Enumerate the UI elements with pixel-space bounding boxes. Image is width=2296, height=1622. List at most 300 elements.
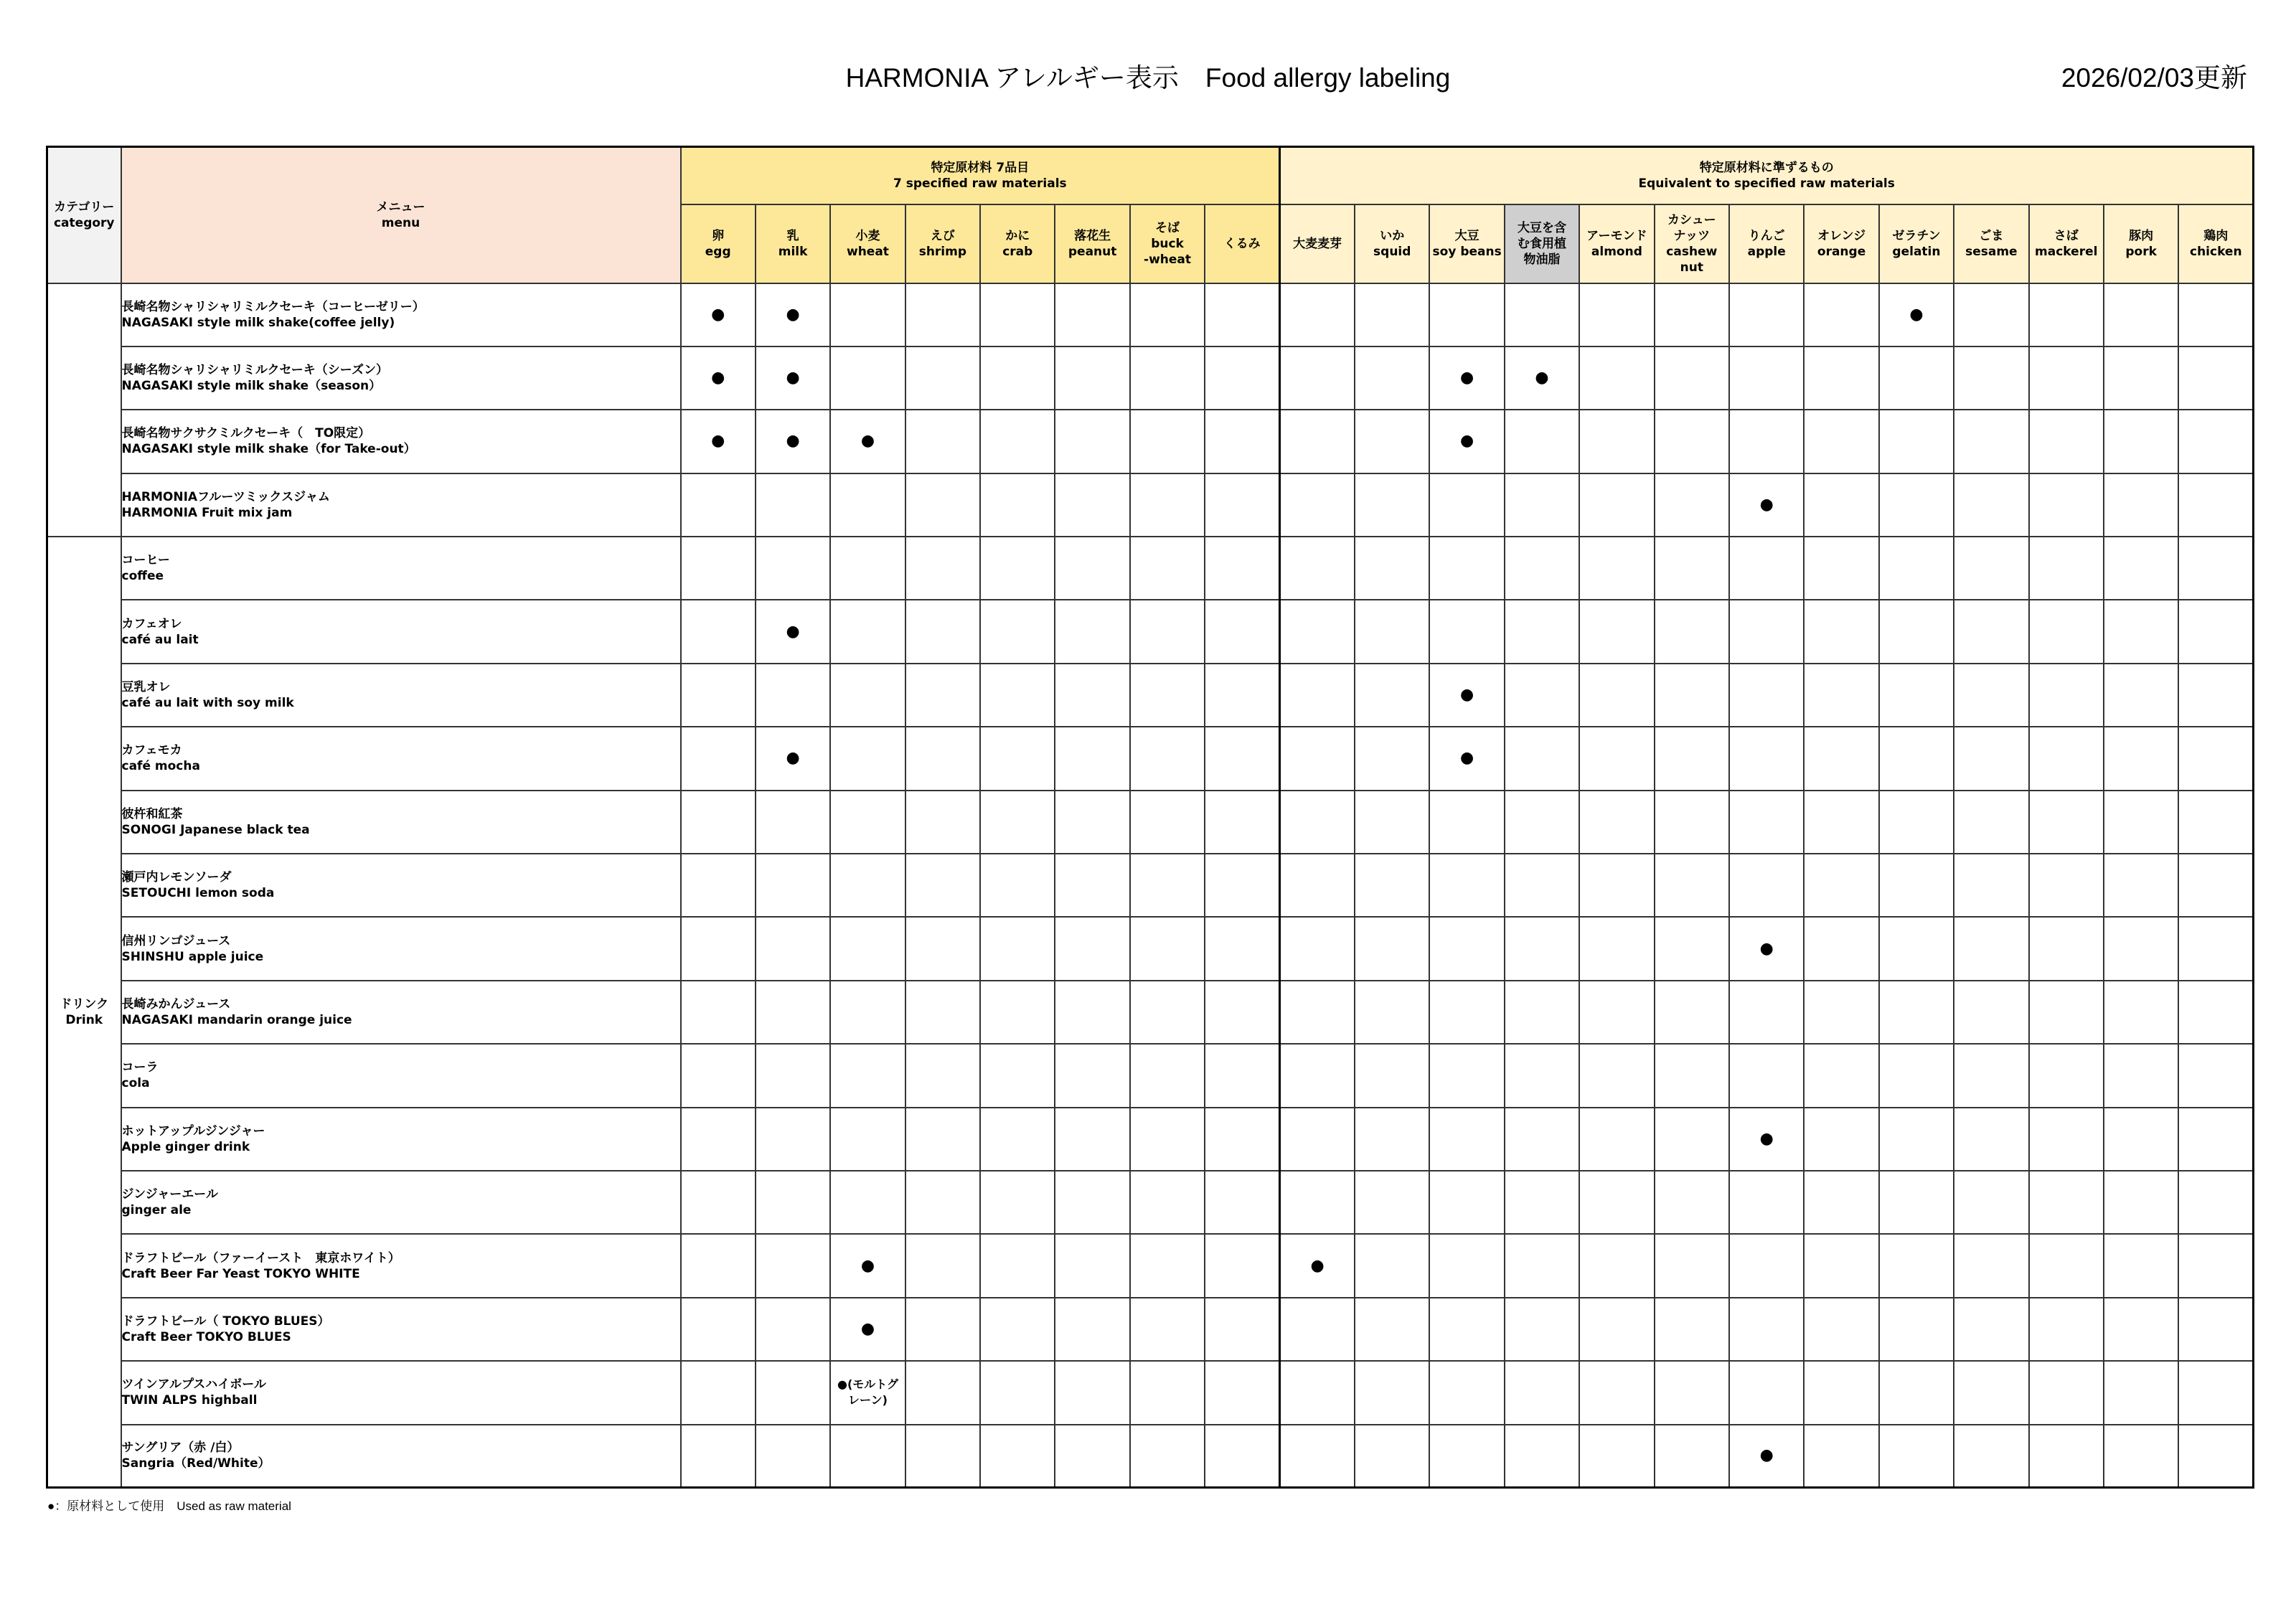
allergen-mark bbox=[1579, 917, 1654, 980]
allergen-mark bbox=[1205, 473, 1279, 537]
allergen-mark bbox=[1579, 981, 1654, 1044]
allergen-mark bbox=[1355, 791, 1429, 854]
allergen-mark bbox=[1804, 1044, 1878, 1107]
allergen-mark bbox=[1655, 727, 1729, 790]
allergen-mark bbox=[1055, 1298, 1129, 1361]
allergen-mark bbox=[1579, 791, 1654, 854]
table-row bbox=[47, 600, 2254, 663]
allergen-mark bbox=[1055, 346, 1129, 410]
menu-item-en: café au lait bbox=[121, 632, 199, 647]
allergen-mark bbox=[1655, 1171, 1729, 1234]
table-row bbox=[47, 473, 2254, 537]
allergen-mark bbox=[980, 1171, 1055, 1234]
allergen-mark bbox=[1429, 1234, 1504, 1297]
allergen-mark bbox=[2104, 1425, 2178, 1488]
menu-item-ja: カフェモカ bbox=[121, 743, 182, 758]
category-cell-line: ドリンク bbox=[60, 996, 109, 1012]
table-row bbox=[47, 664, 2254, 727]
allergen-mark bbox=[2104, 854, 2178, 917]
allergen-mark bbox=[1954, 917, 2028, 980]
allergen-mark: ● bbox=[756, 410, 830, 473]
allergen-mark bbox=[2104, 664, 2178, 727]
allergen-mark: ● bbox=[830, 410, 905, 473]
allergen-header-line: buck bbox=[1151, 236, 1184, 251]
allergen-mark bbox=[2104, 1108, 2178, 1171]
allergen-mark bbox=[2178, 600, 2253, 663]
allergen-mark bbox=[1429, 791, 1504, 854]
allergen-mark bbox=[1055, 283, 1129, 346]
allergen-mark bbox=[1505, 473, 1579, 537]
table-row bbox=[47, 917, 2254, 980]
allergen-header-line: 乳 bbox=[786, 228, 799, 243]
allergen-mark bbox=[1804, 981, 1878, 1044]
allergy-table bbox=[46, 146, 2254, 1489]
allergen-mark: ● bbox=[756, 727, 830, 790]
allergen-header-line: かに bbox=[1005, 228, 1030, 243]
allergen-mark bbox=[1579, 600, 1654, 663]
allergen-mark bbox=[1130, 283, 1205, 346]
allergen-header-line: 鶏肉 bbox=[2203, 228, 2229, 243]
allergen-header-line: nut bbox=[1680, 260, 1703, 275]
menu-item-en: HARMONIA Fruit mix jam bbox=[121, 505, 293, 520]
allergen-mark bbox=[830, 346, 905, 410]
allergen-header-line: peanut bbox=[1068, 244, 1117, 259]
allergen-mark: ● bbox=[1729, 1108, 1804, 1171]
allergen-mark bbox=[1130, 1234, 1205, 1297]
allergen-mark bbox=[1130, 1298, 1205, 1361]
allergen-mark bbox=[1055, 600, 1129, 663]
allergen-mark bbox=[2104, 346, 2178, 410]
allergen-header-line: sesame bbox=[1965, 244, 2018, 259]
table-row bbox=[47, 1108, 2254, 1171]
allergen-header-line: 落花生 bbox=[1074, 228, 1111, 243]
allergen-mark bbox=[1280, 727, 1355, 790]
allergen-mark bbox=[1879, 600, 1954, 663]
allergen-mark bbox=[1579, 537, 1654, 600]
menu-item bbox=[121, 981, 681, 1044]
allergen-mark bbox=[2104, 1361, 2178, 1424]
allergen-mark bbox=[1655, 1108, 1729, 1171]
allergen-mark bbox=[681, 1234, 756, 1297]
allergen-mark bbox=[1655, 917, 1729, 980]
allergen-mark bbox=[1954, 283, 2028, 346]
allergen-mark bbox=[1579, 1298, 1654, 1361]
footnote: ●：原材料として使用 Used as raw material bbox=[47, 1499, 291, 1513]
allergen-mark bbox=[756, 791, 830, 854]
allergen-mark bbox=[1355, 346, 1429, 410]
allergen-mark bbox=[1055, 917, 1129, 980]
allergen-mark bbox=[1804, 727, 1878, 790]
allergen-mark bbox=[1130, 1108, 1205, 1171]
allergen-mark bbox=[1130, 664, 1205, 727]
allergen-mark bbox=[2178, 1361, 2253, 1424]
allergen-mark bbox=[1355, 981, 1429, 1044]
table-row bbox=[47, 1044, 2254, 1107]
menu-item-en: SONOGI Japanese black tea bbox=[121, 822, 310, 837]
allergen-mark bbox=[681, 981, 756, 1044]
category-header-line: カテゴリー bbox=[54, 199, 115, 214]
allergen-mark bbox=[1579, 346, 1654, 410]
allergen-header-line: アーモンド bbox=[1586, 228, 1647, 243]
allergen-mark bbox=[1280, 1044, 1355, 1107]
allergen-mark bbox=[681, 1361, 756, 1424]
allergen-header-line: 大麦麦芽 bbox=[1293, 236, 1342, 251]
allergen-mark bbox=[980, 981, 1055, 1044]
allergen-mark bbox=[1055, 1044, 1129, 1107]
allergen-header bbox=[1280, 204, 1355, 283]
updated-date: 2026/02/03更新 bbox=[2061, 63, 2247, 93]
allergen-mark bbox=[1729, 664, 1804, 727]
menu-item bbox=[121, 1171, 681, 1234]
allergen-mark bbox=[1205, 1044, 1279, 1107]
allergen-mark bbox=[1505, 1171, 1579, 1234]
allergen-mark bbox=[2029, 1171, 2104, 1234]
allergen-mark bbox=[1055, 664, 1129, 727]
allergen-mark bbox=[1954, 981, 2028, 1044]
allergen-mark bbox=[1505, 283, 1579, 346]
allergen-mark: ● bbox=[1505, 346, 1579, 410]
allergen-mark bbox=[2029, 600, 2104, 663]
allergen-mark bbox=[1579, 1108, 1654, 1171]
allergen-mark bbox=[1205, 1234, 1279, 1297]
allergen-mark bbox=[830, 917, 905, 980]
allergen-mark bbox=[1579, 1425, 1654, 1488]
allergen-mark bbox=[1205, 854, 1279, 917]
allergen-mark bbox=[1954, 537, 2028, 600]
allergen-mark bbox=[1804, 1108, 1878, 1171]
allergen-mark bbox=[1729, 1044, 1804, 1107]
allergen-mark bbox=[1655, 600, 1729, 663]
allergen-mark: ● bbox=[1429, 727, 1504, 790]
allergen-mark bbox=[1879, 473, 1954, 537]
allergen-mark bbox=[1954, 727, 2028, 790]
allergen-mark bbox=[1954, 1298, 2028, 1361]
menu-item-en: café mocha bbox=[121, 759, 200, 774]
allergen-mark bbox=[756, 981, 830, 1044]
allergen-header bbox=[756, 204, 830, 283]
allergen-mark bbox=[1280, 1361, 1355, 1424]
allergen-mark bbox=[1954, 473, 2028, 537]
allergen-mark bbox=[1729, 1298, 1804, 1361]
allergen-mark bbox=[830, 1171, 905, 1234]
allergen-mark bbox=[1579, 1171, 1654, 1234]
menu-item bbox=[121, 854, 681, 917]
allergen-header-line: chicken bbox=[2190, 244, 2242, 259]
allergen-mark bbox=[980, 1298, 1055, 1361]
allergen-mark bbox=[980, 854, 1055, 917]
allergen-mark bbox=[1355, 664, 1429, 727]
allergen-mark bbox=[905, 600, 980, 663]
allergen-mark bbox=[1280, 1298, 1355, 1361]
allergen-mark bbox=[1879, 346, 1954, 410]
allergen-mark bbox=[1280, 1108, 1355, 1171]
menu-item-ja: ホットアップルジンジャー bbox=[121, 1123, 265, 1138]
allergen-mark bbox=[1804, 283, 1878, 346]
allergen-header bbox=[2178, 204, 2253, 283]
allergen-mark bbox=[1205, 791, 1279, 854]
allergen-mark bbox=[756, 1234, 830, 1297]
allergen-mark: ● bbox=[1429, 346, 1504, 410]
allergen-mark bbox=[905, 410, 980, 473]
allergen-mark bbox=[1429, 283, 1504, 346]
allergen-mark bbox=[1130, 1044, 1205, 1107]
table-row bbox=[47, 1234, 2254, 1297]
allergen-mark bbox=[1205, 664, 1279, 727]
menu-item-en: NAGASAKI style milk shake（season） bbox=[121, 379, 382, 394]
allergen-mark bbox=[1130, 727, 1205, 790]
table-row bbox=[47, 283, 2254, 346]
allergen-mark bbox=[1954, 854, 2028, 917]
allergen-mark bbox=[1804, 1361, 1878, 1424]
allergen-mark bbox=[756, 664, 830, 727]
allergen-mark bbox=[1355, 1171, 1429, 1234]
allergen-mark bbox=[830, 283, 905, 346]
allergen-mark bbox=[2178, 1425, 2253, 1488]
allergen-mark bbox=[1355, 283, 1429, 346]
allergen-mark bbox=[1280, 283, 1355, 346]
table-row bbox=[47, 346, 2254, 410]
allergen-mark bbox=[1205, 1298, 1279, 1361]
allergen-mark bbox=[1355, 1044, 1429, 1107]
allergen-mark bbox=[1205, 1361, 1279, 1424]
allergen-mark bbox=[1055, 1108, 1129, 1171]
allergen-mark bbox=[1579, 1361, 1654, 1424]
menu-item bbox=[121, 1425, 681, 1488]
table-row bbox=[47, 727, 2254, 790]
allergen-mark bbox=[1205, 283, 1279, 346]
allergen-mark bbox=[1429, 537, 1504, 600]
allergen-mark bbox=[1804, 854, 1878, 917]
menu-item-ja: 彼杵和紅茶 bbox=[121, 806, 183, 821]
allergen-mark bbox=[1579, 727, 1654, 790]
allergen-mark bbox=[1355, 917, 1429, 980]
allergen-mark bbox=[980, 410, 1055, 473]
menu-item-ja: ドラフトビール（ファーイースト 東京ホワイト） bbox=[121, 1250, 400, 1265]
allergen-mark bbox=[1954, 1044, 2028, 1107]
allergen-mark bbox=[980, 1234, 1055, 1297]
allergen-mark bbox=[2029, 537, 2104, 600]
allergen-mark bbox=[2178, 1044, 2253, 1107]
allergen-mark: ● bbox=[1429, 410, 1504, 473]
table-row bbox=[47, 1361, 2254, 1424]
allergen-mark bbox=[756, 917, 830, 980]
allergen-mark bbox=[980, 791, 1055, 854]
allergen-mark bbox=[1055, 791, 1129, 854]
menu-item bbox=[121, 410, 681, 473]
allergen-mark bbox=[1954, 346, 2028, 410]
allergen-mark bbox=[2029, 410, 2104, 473]
allergen-mark bbox=[1579, 854, 1654, 917]
allergen-mark bbox=[830, 981, 905, 1044]
allergen-mark bbox=[1579, 1044, 1654, 1107]
menu-item-ja: 長崎名物シャリシャリミルクセーキ（シーズン） bbox=[121, 363, 388, 378]
allergen-mark bbox=[1879, 1425, 1954, 1488]
allergen-mark bbox=[1505, 1234, 1579, 1297]
allergen-mark bbox=[1804, 537, 1878, 600]
allergen-mark bbox=[681, 854, 756, 917]
menu-header-line: menu bbox=[381, 215, 420, 230]
allergen-mark bbox=[2104, 727, 2178, 790]
allergen-header bbox=[1429, 204, 1504, 283]
allergen-mark bbox=[1804, 1425, 1878, 1488]
menu-item-en: Craft Beer Far Yeast TOKYO WHITE bbox=[121, 1266, 360, 1281]
allergen-header bbox=[1879, 204, 1954, 283]
allergen-mark bbox=[2104, 600, 2178, 663]
group-header-secondary-line: Equivalent to specified raw materials bbox=[1638, 176, 1895, 191]
allergen-mark bbox=[1355, 854, 1429, 917]
allergen-mark bbox=[2029, 981, 2104, 1044]
allergen-header-line: wheat bbox=[847, 244, 889, 259]
allergen-mark bbox=[830, 727, 905, 790]
allergen-mark bbox=[1655, 346, 1729, 410]
allergen-mark bbox=[1954, 1234, 2028, 1297]
allergen-mark bbox=[1804, 1171, 1878, 1234]
allergen-mark bbox=[1655, 981, 1729, 1044]
allergen-mark bbox=[1505, 537, 1579, 600]
allergen-mark: ● bbox=[1729, 917, 1804, 980]
allergen-mark bbox=[2178, 854, 2253, 917]
menu-item bbox=[121, 346, 681, 410]
allergen-mark bbox=[830, 1425, 905, 1488]
category-header-line: category bbox=[53, 215, 115, 230]
allergen-mark bbox=[1355, 1361, 1429, 1424]
menu-item-en: TWIN ALPS highball bbox=[121, 1393, 258, 1408]
allergen-mark bbox=[1130, 410, 1205, 473]
table-row bbox=[47, 981, 2254, 1044]
allergen-mark bbox=[1429, 1171, 1504, 1234]
allergen-mark bbox=[2178, 1234, 2253, 1297]
allergen-mark bbox=[2178, 791, 2253, 854]
allergen-mark bbox=[1205, 1108, 1279, 1171]
allergen-mark: ●(モルトグ レーン) bbox=[830, 1361, 905, 1424]
menu-item-ja: 長崎名物サクサクミルクセーキ（ TO限定） bbox=[121, 426, 371, 441]
menu-item bbox=[121, 727, 681, 790]
allergen-mark bbox=[2029, 854, 2104, 917]
allergen-mark bbox=[681, 473, 756, 537]
allergen-mark bbox=[905, 981, 980, 1044]
allergen-mark bbox=[2029, 1044, 2104, 1107]
allergen-mark bbox=[1954, 1361, 2028, 1424]
allergen-mark bbox=[1205, 537, 1279, 600]
allergen-mark bbox=[1429, 1298, 1504, 1361]
allergen-mark bbox=[1130, 1361, 1205, 1424]
allergen-header-line: 卵 bbox=[712, 228, 725, 243]
allergen-header bbox=[1505, 204, 1579, 283]
allergen-mark bbox=[1729, 600, 1804, 663]
allergen-mark: ● bbox=[681, 283, 756, 346]
allergen-mark bbox=[2029, 1425, 2104, 1488]
allergen-mark: ● bbox=[756, 600, 830, 663]
allergen-mark bbox=[905, 664, 980, 727]
allergen-mark bbox=[1130, 473, 1205, 537]
menu-item-ja: サングリア（赤 /白） bbox=[121, 1441, 240, 1456]
menu-item-ja: ジンジャーエール bbox=[121, 1187, 218, 1202]
allergen-mark bbox=[905, 1171, 980, 1234]
allergen-mark bbox=[1280, 537, 1355, 600]
allergen-mark bbox=[1205, 981, 1279, 1044]
allergen-mark bbox=[2178, 917, 2253, 980]
allergen-mark bbox=[1055, 473, 1129, 537]
allergen-mark bbox=[1655, 1425, 1729, 1488]
allergen-mark bbox=[905, 1298, 980, 1361]
allergen-mark bbox=[830, 473, 905, 537]
menu-item-ja: HARMONIAフルーツミックスジャム bbox=[121, 489, 330, 504]
allergen-mark bbox=[1729, 283, 1804, 346]
allergen-header bbox=[681, 204, 756, 283]
allergen-mark bbox=[905, 537, 980, 600]
allergen-mark bbox=[1280, 854, 1355, 917]
allergen-mark bbox=[681, 1171, 756, 1234]
allergen-mark bbox=[1429, 917, 1504, 980]
allergen-mark bbox=[1280, 664, 1355, 727]
allergen-mark: ● bbox=[830, 1234, 905, 1297]
allergen-header-line: milk bbox=[778, 244, 808, 259]
allergen-mark bbox=[1130, 1171, 1205, 1234]
allergen-mark bbox=[1280, 1171, 1355, 1234]
allergen-mark bbox=[1954, 1425, 2028, 1488]
allergen-mark bbox=[2104, 283, 2178, 346]
allergen-mark bbox=[1655, 791, 1729, 854]
allergen-mark bbox=[2104, 537, 2178, 600]
allergen-mark bbox=[1205, 917, 1279, 980]
allergen-header bbox=[1055, 204, 1129, 283]
allergen-mark bbox=[2178, 1171, 2253, 1234]
allergen-mark bbox=[1055, 1361, 1129, 1424]
allergen-mark bbox=[905, 473, 980, 537]
allergen-mark: ● bbox=[1879, 283, 1954, 346]
table-row bbox=[47, 1171, 2254, 1234]
table-row bbox=[47, 1425, 2254, 1488]
allergen-mark bbox=[1954, 1108, 2028, 1171]
table-row bbox=[47, 854, 2254, 917]
allergen-mark: ● bbox=[1429, 664, 1504, 727]
allergen-mark bbox=[2178, 1298, 2253, 1361]
allergen-mark bbox=[905, 1108, 980, 1171]
menu-item-ja: カフェオレ bbox=[121, 616, 182, 631]
allergen-mark bbox=[1505, 1044, 1579, 1107]
allergen-mark bbox=[1879, 917, 1954, 980]
allergen-mark bbox=[2029, 917, 2104, 980]
table-row bbox=[47, 791, 2254, 854]
allergen-mark bbox=[2104, 917, 2178, 980]
allergen-mark bbox=[756, 1108, 830, 1171]
allergen-mark bbox=[980, 346, 1055, 410]
allergen-header-line: egg bbox=[705, 244, 731, 259]
allergen-mark bbox=[1280, 1425, 1355, 1488]
allergen-mark bbox=[1954, 664, 2028, 727]
allergen-mark bbox=[681, 1298, 756, 1361]
allergen-mark bbox=[830, 791, 905, 854]
allergen-mark bbox=[2104, 791, 2178, 854]
allergen-mark bbox=[830, 1108, 905, 1171]
allergen-mark bbox=[1205, 1171, 1279, 1234]
allergen-mark bbox=[830, 537, 905, 600]
allergen-mark bbox=[2178, 473, 2253, 537]
allergen-header-line: いか bbox=[1380, 228, 1405, 243]
allergen-mark bbox=[1505, 600, 1579, 663]
allergen-mark bbox=[1804, 1234, 1878, 1297]
allergen-mark bbox=[980, 1044, 1055, 1107]
menu-item bbox=[121, 600, 681, 663]
allergen-mark bbox=[1130, 346, 1205, 410]
menu-item-en: NAGASAKI mandarin orange juice bbox=[121, 1012, 352, 1027]
allergen-mark bbox=[681, 791, 756, 854]
allergen-mark bbox=[1579, 410, 1654, 473]
menu-item bbox=[121, 1108, 681, 1171]
allergen-header-line: りんご bbox=[1748, 228, 1785, 243]
menu-item-en: NAGASAKI style milk shake（for Take-out） bbox=[121, 442, 416, 457]
allergen-mark bbox=[1055, 854, 1129, 917]
